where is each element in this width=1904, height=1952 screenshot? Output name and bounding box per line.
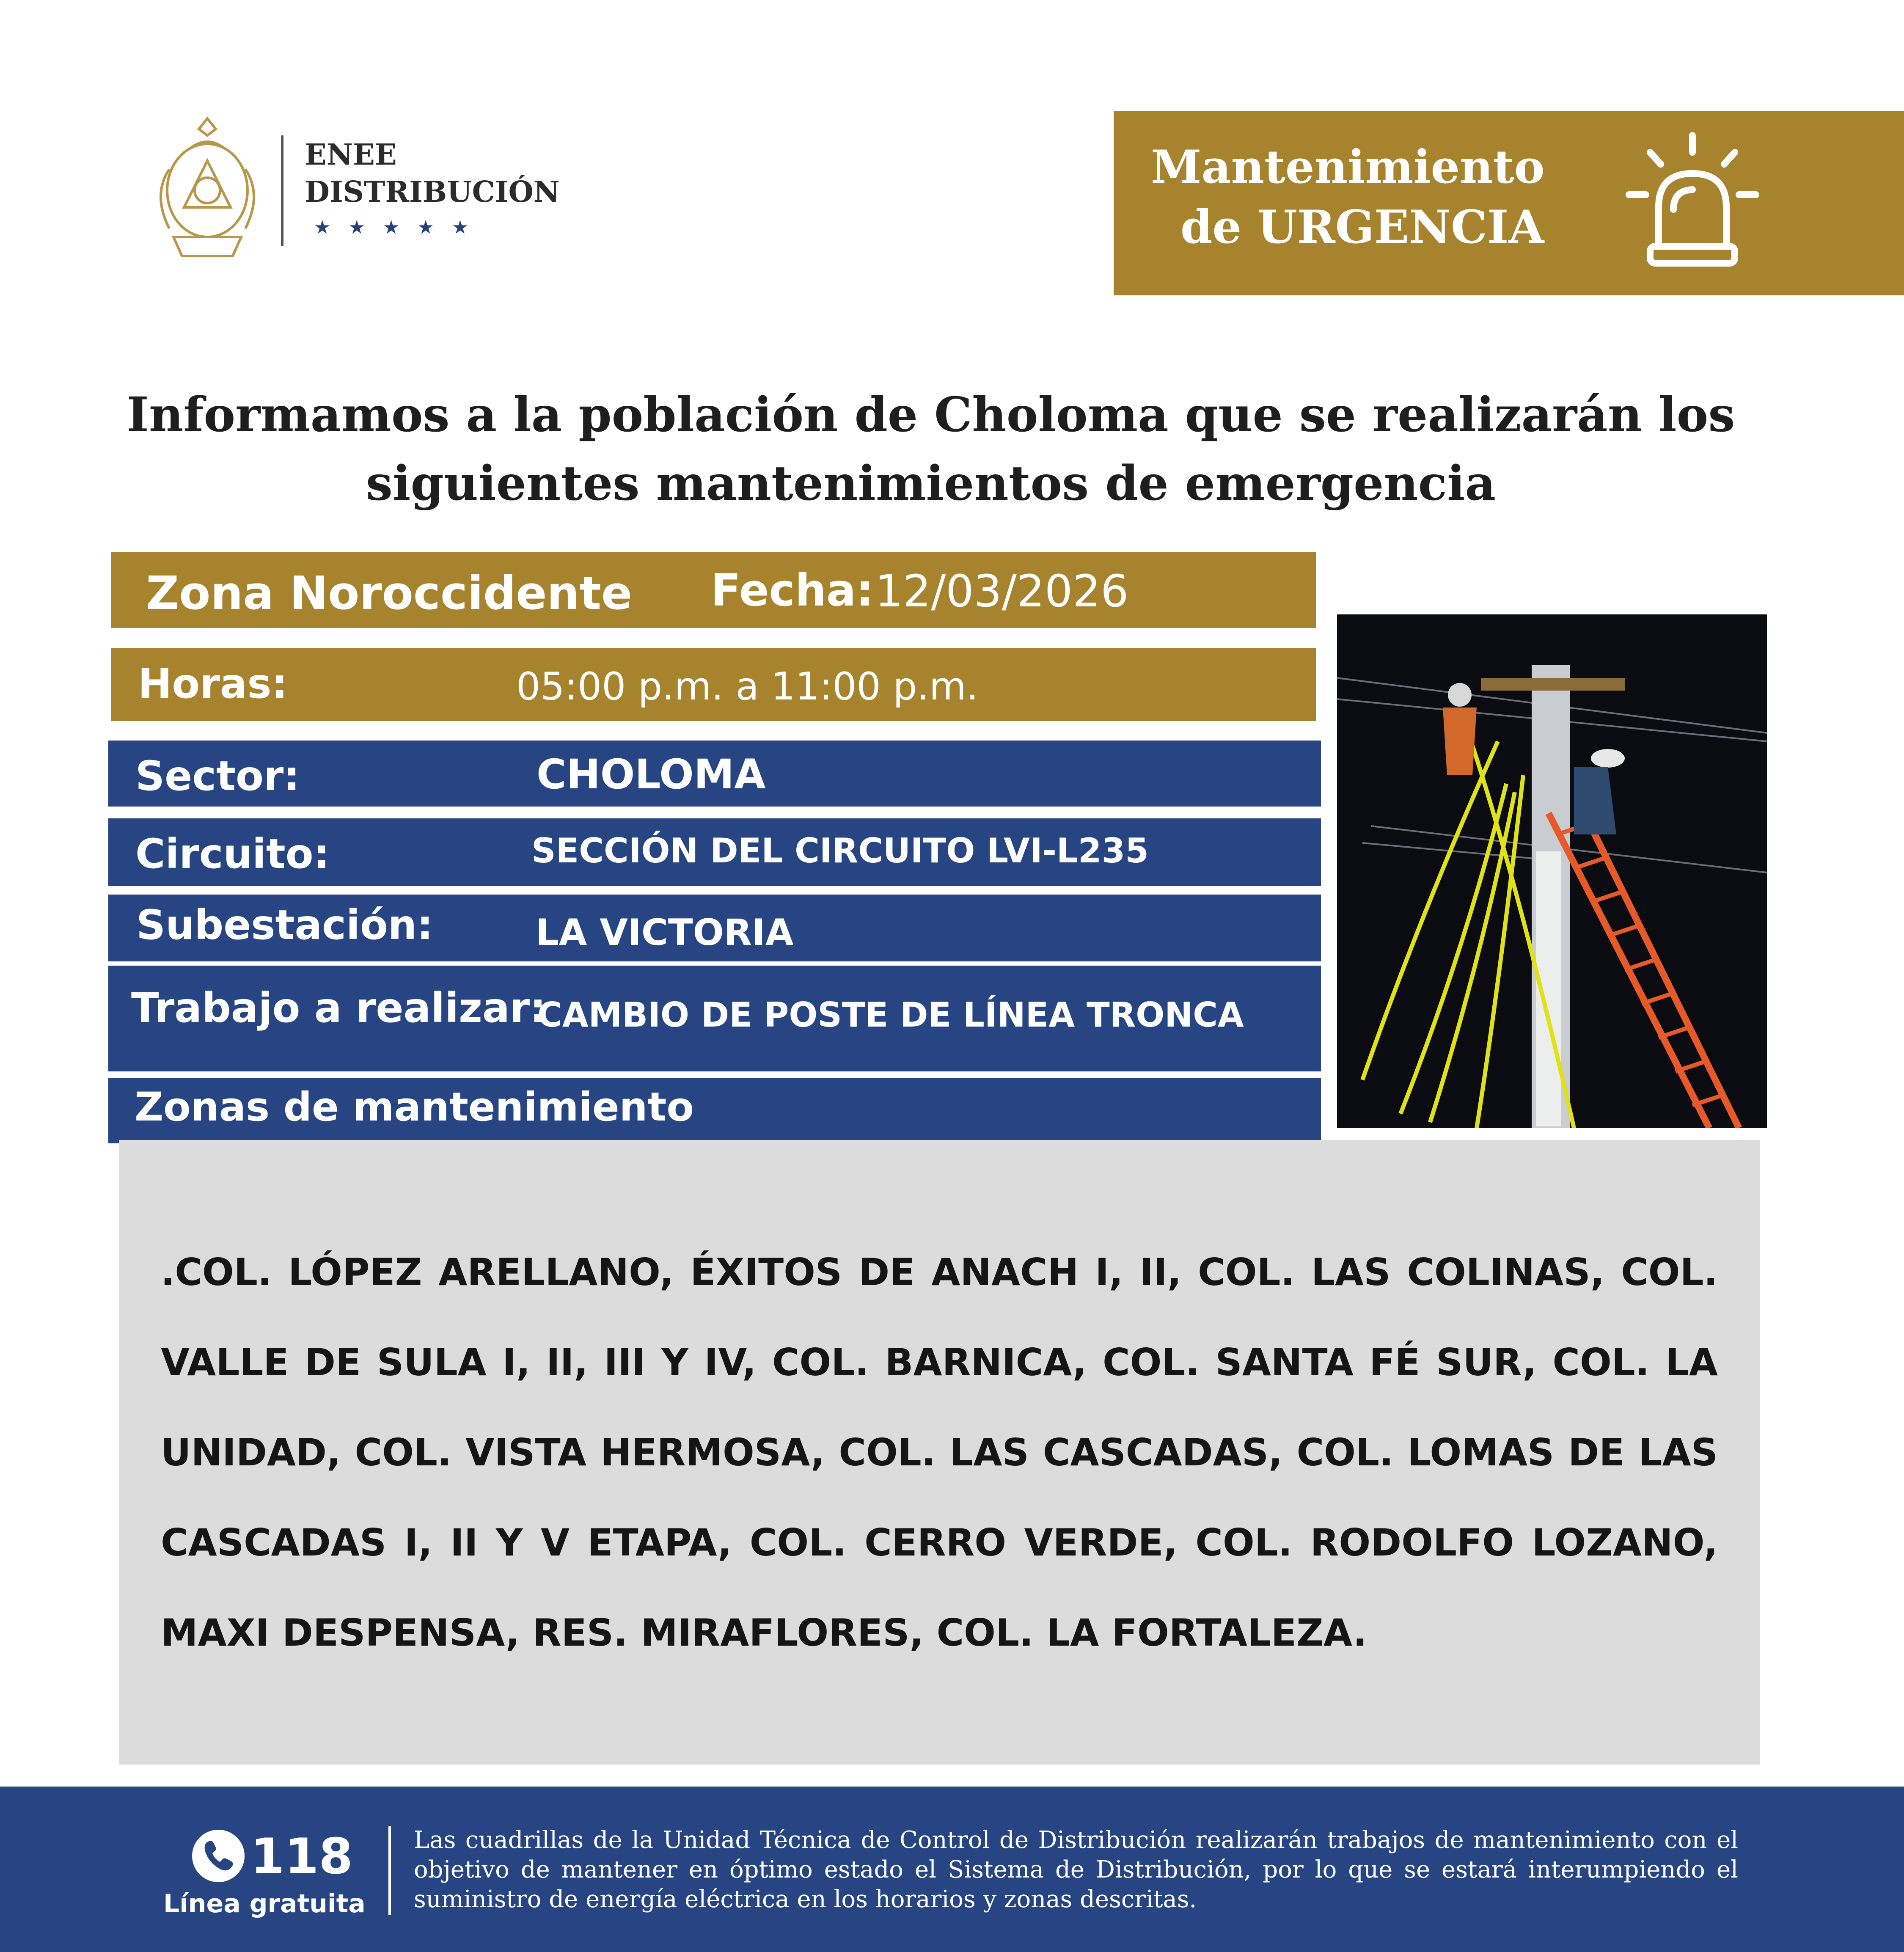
subestacion-label: Subestación: xyxy=(136,901,433,949)
trabajo-label: Trabajo a realizar: xyxy=(131,984,546,1032)
headline: Informamos a la población de Choloma que se realizarán los siguientes mantenimientos de emergencia xyxy=(127,387,1735,511)
sector-value: CHOLOMA xyxy=(537,751,766,798)
circuito-value: SECCIÓN DEL CIRCUITO LVI-L235 xyxy=(531,831,1149,870)
sector-label: Sector: xyxy=(135,752,300,800)
hotline-label: Línea gratuita xyxy=(163,1889,366,1919)
row-separator xyxy=(643,628,1316,631)
hotline-number: 118 xyxy=(250,1828,353,1885)
lineworkers-photo xyxy=(1337,614,1767,1128)
fecha-value: 12/03/2026 xyxy=(875,565,1129,617)
zona-label: Zona Noroccidente xyxy=(146,567,633,620)
horas-value: 05:00 p.m. a 11:00 p.m. xyxy=(516,664,979,709)
zones-list: .COL. LÓPEZ ARELLANO, ÉXITOS DE ANACH I, II, COL. LAS COLINAS, COL. VALLE DE SULA I, II, III Y IV, COL. BARNICA, COL. SANTA FÉ SUR, COL. LA UNIDAD, COL. VISTA HERMOSA, COL. LAS CASCADAS, COL. LOMAS DE LAS CASCADAS I, II Y V ETAPA, COL. CERRO VERDE, COL. RODOLFO LOZANO, MAXI DESPENSA, RES. MIRAFLORES, COL. LA FORTALEZA. xyxy=(161,1250,1718,1655)
brand-stars: ★★★★★ xyxy=(314,217,487,238)
alarm-light-icon xyxy=(1625,127,1760,271)
zonas-label: Zonas de mantenimiento xyxy=(135,1084,694,1130)
footer-disclaimer: Las cuadrillas de la Unidad Técnica de Control de Distribución realizarán trabajos de mantenimiento con el objetivo de mantener en óptimo estado el Sistema de Distribución, por lo que se estará interumpiendo el suministro de energía eléctrica en los horarios y zonas descritas. xyxy=(414,1826,1738,1913)
fecha-label: Fecha: xyxy=(711,564,874,616)
brand-subtitle: DISTRIBUCIÓN xyxy=(305,175,560,209)
footer-divider xyxy=(388,1826,391,1915)
brand-name: ENEE xyxy=(305,138,397,172)
urgency-title-line1: Mantenimiento xyxy=(1151,140,1545,194)
horas-label: Horas: xyxy=(138,660,288,708)
phone-icon xyxy=(191,1829,245,1883)
logo-divider xyxy=(281,135,283,246)
subestacion-value: LA VICTORIA xyxy=(536,911,794,954)
circuito-label: Circuito: xyxy=(135,830,330,878)
coat-of-arms-icon xyxy=(144,110,271,267)
trabajo-value: CAMBIO DE POSTE DE LÍNEA TRONCA xyxy=(537,995,1244,1035)
urgency-title-line2: de URGENCIA xyxy=(1180,201,1544,254)
